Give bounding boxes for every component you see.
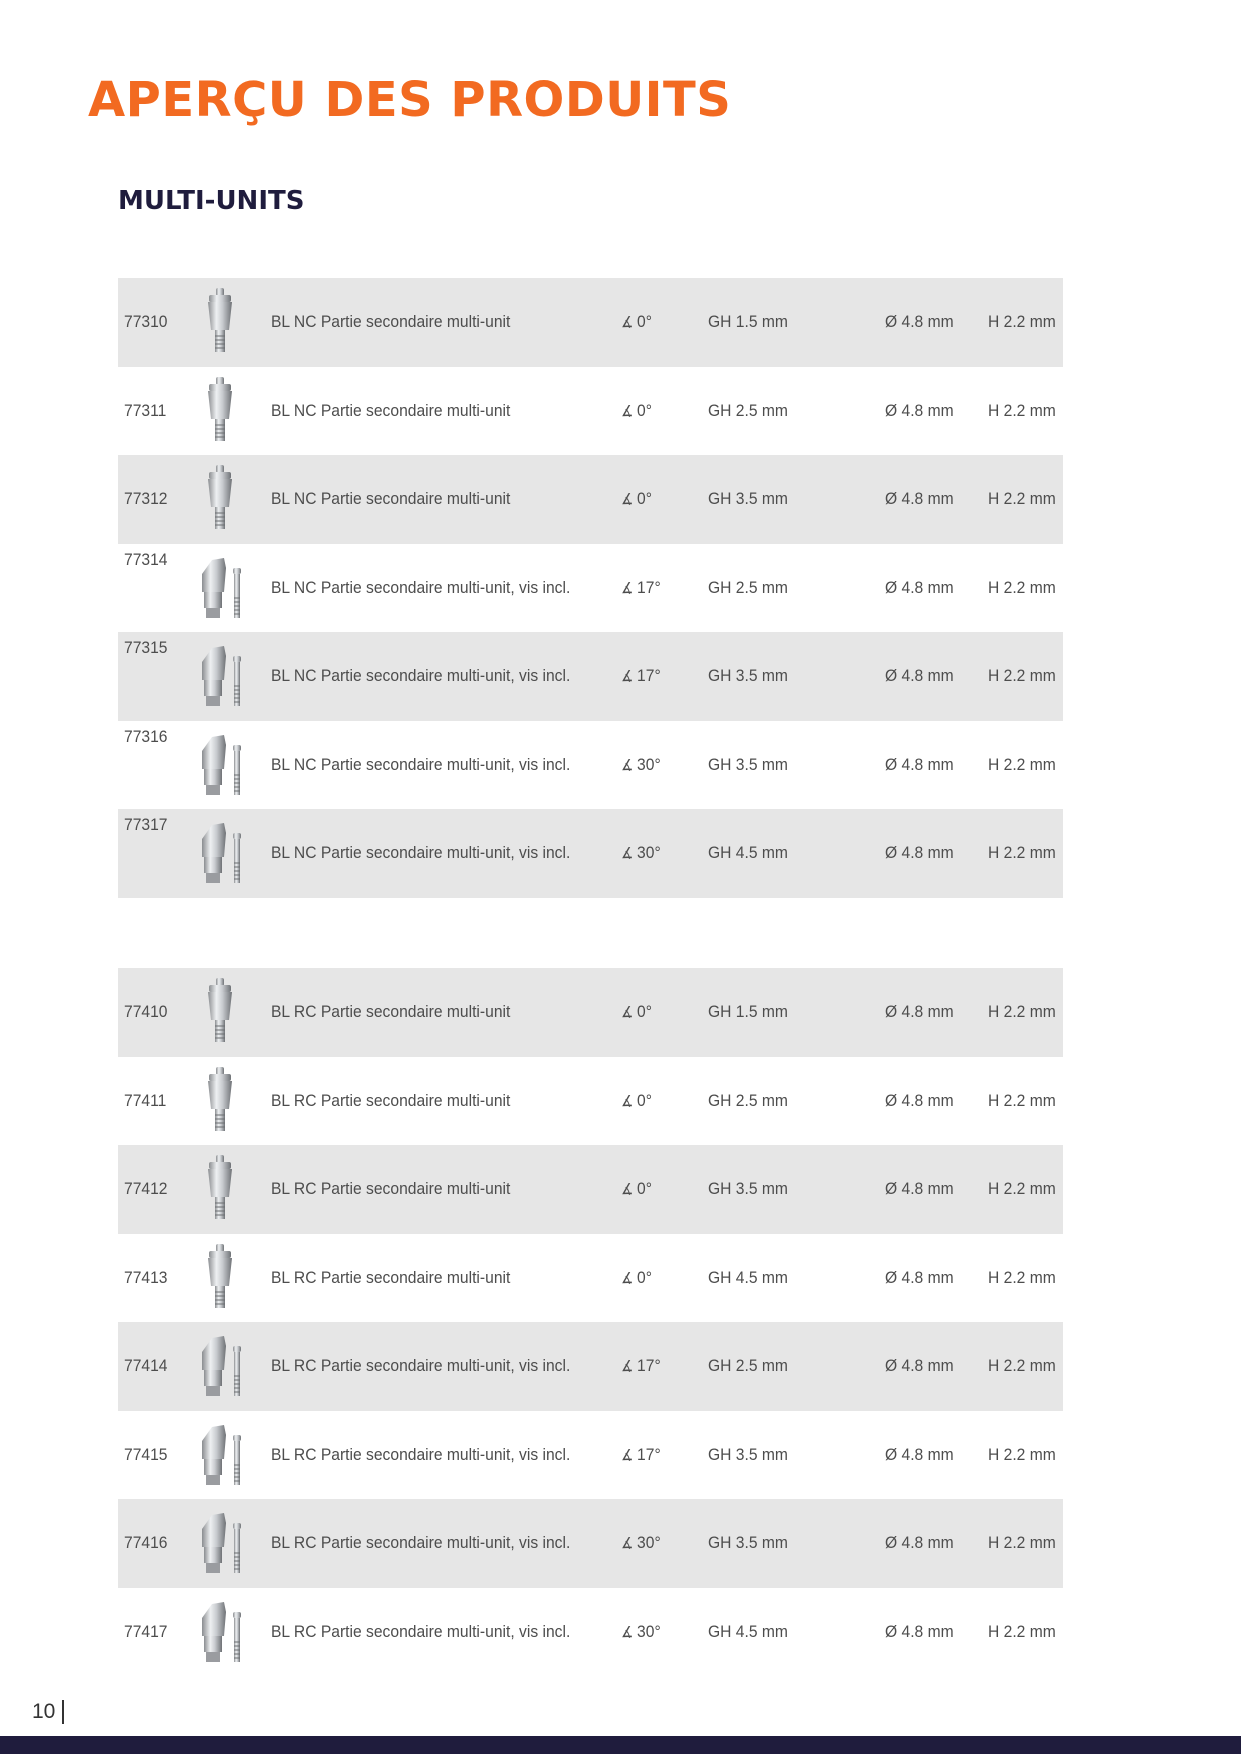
- product-description: BL NC Partie secondaire multi-unit: [271, 400, 511, 420]
- straight-abutment-icon: [180, 455, 260, 544]
- product-code: 77317: [124, 815, 168, 834]
- diameter: Ø 4.8 mm: [885, 1267, 954, 1287]
- diameter: Ø 4.8 mm: [885, 577, 954, 597]
- straight-abutment-icon: [180, 968, 260, 1057]
- straight-abutment-icon: [180, 1145, 260, 1234]
- angle-icon: ∡: [621, 1092, 634, 1110]
- height: H 2.2 mm: [988, 1267, 1056, 1287]
- table-row: [118, 367, 1063, 456]
- angle-icon: ∡: [621, 1358, 634, 1376]
- angle-icon: ∡: [621, 1535, 634, 1553]
- gingival-height: GH 3.5 mm: [708, 1444, 788, 1464]
- angle-value: [621, 455, 652, 544]
- gingival-height: GH 1.5 mm: [708, 1002, 788, 1022]
- angle-text: 0°: [637, 1090, 653, 1110]
- gingival-height: GH 2.5 mm: [708, 1356, 788, 1376]
- product-description: BL RC Partie secondaire multi-unit: [271, 1267, 511, 1287]
- page-number-divider: [62, 1700, 64, 1724]
- height: H 2.2 mm: [988, 577, 1056, 597]
- height: H 2.2 mm: [988, 1533, 1056, 1553]
- product-code: 77411: [124, 1090, 167, 1110]
- product-code: 77415: [124, 1444, 168, 1464]
- diameter: Ø 4.8 mm: [885, 754, 954, 774]
- product-code: 77416: [124, 1533, 168, 1553]
- table-row: [118, 809, 1063, 898]
- angle-value: [621, 632, 661, 721]
- angle-text: 30°: [637, 1621, 661, 1641]
- table-row: [118, 1057, 1063, 1146]
- angle-value: [621, 809, 661, 898]
- product-code: 77417: [124, 1621, 168, 1641]
- product-description: BL RC Partie secondaire multi-unit: [271, 1090, 511, 1110]
- angle-icon: ∡: [621, 1446, 634, 1464]
- angle-icon: ∡: [621, 845, 634, 863]
- angle-text: 0°: [637, 1179, 653, 1199]
- table-row: [118, 1588, 1063, 1677]
- section-title: MULTI-UNITS: [118, 186, 305, 216]
- product-description: BL NC Partie secondaire multi-unit: [271, 489, 511, 509]
- table-row: [118, 1234, 1063, 1323]
- angle-value: [621, 1499, 661, 1588]
- angled-abutment-with-screw-icon: [180, 1499, 260, 1588]
- angled-abutment-with-screw-icon: [180, 632, 260, 721]
- product-description: BL RC Partie secondaire multi-unit: [271, 1002, 511, 1022]
- gingival-height: GH 2.5 mm: [708, 400, 788, 420]
- angle-icon: ∡: [621, 1269, 634, 1287]
- product-description: BL NC Partie secondaire multi-unit, vis incl.: [271, 577, 571, 597]
- table-row: [118, 1411, 1063, 1500]
- angle-value: [621, 1588, 661, 1677]
- straight-abutment-icon: [180, 367, 260, 456]
- diameter: Ø 4.8 mm: [885, 1179, 954, 1199]
- product-code: 77410: [124, 1002, 168, 1022]
- table-row: [118, 968, 1063, 1057]
- height: H 2.2 mm: [988, 754, 1056, 774]
- gingival-height: GH 2.5 mm: [708, 577, 788, 597]
- height: H 2.2 mm: [988, 489, 1056, 509]
- gingival-height: GH 1.5 mm: [708, 312, 788, 332]
- angle-text: 0°: [637, 400, 653, 420]
- product-description: BL NC Partie secondaire multi-unit: [271, 312, 511, 332]
- height: H 2.2 mm: [988, 1356, 1056, 1376]
- table-row: [118, 544, 1063, 633]
- diameter: Ø 4.8 mm: [885, 1621, 954, 1641]
- product-description: BL RC Partie secondaire multi-unit, vis incl.: [271, 1533, 571, 1553]
- angle-value: [621, 1057, 652, 1146]
- product-description: BL RC Partie secondaire multi-unit, vis incl.: [271, 1621, 571, 1641]
- angle-icon: ∡: [621, 756, 634, 774]
- angle-icon: ∡: [621, 402, 634, 420]
- angle-text: 17°: [637, 1444, 661, 1464]
- product-code: 77413: [124, 1267, 168, 1287]
- gingival-height: GH 3.5 mm: [708, 489, 788, 509]
- angle-value: [621, 1145, 652, 1234]
- product-table-nc: [118, 278, 1063, 898]
- straight-abutment-icon: [180, 278, 260, 367]
- angle-text: 17°: [637, 1356, 661, 1376]
- diameter: Ø 4.8 mm: [885, 489, 954, 509]
- table-row: [118, 1322, 1063, 1411]
- gingival-height: GH 2.5 mm: [708, 1090, 788, 1110]
- diameter: Ø 4.8 mm: [885, 1090, 954, 1110]
- angle-text: 0°: [637, 312, 653, 332]
- product-code: 77311: [124, 400, 167, 420]
- product-code: 77315: [124, 638, 168, 657]
- height: H 2.2 mm: [988, 666, 1056, 686]
- straight-abutment-icon: [180, 1057, 260, 1146]
- table-row: [118, 632, 1063, 721]
- gingival-height: GH 3.5 mm: [708, 1533, 788, 1553]
- gingival-height: GH 4.5 mm: [708, 843, 788, 863]
- product-code: 77312: [124, 489, 168, 509]
- angle-text: 30°: [637, 1533, 661, 1553]
- product-description: BL RC Partie secondaire multi-unit, vis incl.: [271, 1356, 571, 1376]
- height: H 2.2 mm: [988, 843, 1056, 863]
- page-title: APERÇU DES PRODUITS: [88, 72, 732, 128]
- gingival-height: GH 4.5 mm: [708, 1267, 788, 1287]
- product-code: 77412: [124, 1179, 168, 1199]
- angle-icon: ∡: [621, 668, 634, 686]
- angle-text: 30°: [637, 754, 661, 774]
- product-description: BL NC Partie secondaire multi-unit, vis incl.: [271, 843, 571, 863]
- diameter: Ø 4.8 mm: [885, 666, 954, 686]
- height: H 2.2 mm: [988, 1002, 1056, 1022]
- gingival-height: GH 3.5 mm: [708, 666, 788, 686]
- angle-icon: ∡: [621, 314, 634, 332]
- table-row: [118, 278, 1063, 367]
- height: H 2.2 mm: [988, 1090, 1056, 1110]
- table-row: [118, 455, 1063, 544]
- angle-icon: ∡: [621, 1623, 634, 1641]
- angle-icon: ∡: [621, 1004, 634, 1022]
- angled-abutment-with-screw-icon: [180, 809, 260, 898]
- product-table-rc: [118, 968, 1063, 1676]
- angle-icon: ∡: [621, 579, 634, 597]
- product-description: BL RC Partie secondaire multi-unit, vis incl.: [271, 1444, 571, 1464]
- page-number: 10: [32, 1700, 56, 1723]
- angle-value: [621, 1322, 661, 1411]
- diameter: Ø 4.8 mm: [885, 1356, 954, 1376]
- angle-text: 17°: [637, 666, 661, 686]
- straight-abutment-icon: [180, 1234, 260, 1323]
- footer-bar: [0, 1736, 1241, 1754]
- angle-text: 17°: [637, 577, 661, 597]
- angled-abutment-with-screw-icon: [180, 1411, 260, 1500]
- diameter: Ø 4.8 mm: [885, 1533, 954, 1553]
- angle-value: [621, 968, 652, 1057]
- angle-text: 0°: [637, 1002, 653, 1022]
- angle-value: [621, 1411, 661, 1500]
- angle-value: [621, 1234, 652, 1323]
- angle-icon: ∡: [621, 1181, 634, 1199]
- product-code: 77310: [124, 312, 168, 332]
- angle-value: [621, 278, 652, 367]
- table-row: [118, 1145, 1063, 1234]
- gingival-height: GH 3.5 mm: [708, 754, 788, 774]
- height: H 2.2 mm: [988, 1621, 1056, 1641]
- angled-abutment-with-screw-icon: [180, 721, 260, 810]
- product-code: 77414: [124, 1356, 168, 1376]
- angle-text: 30°: [637, 843, 661, 863]
- diameter: Ø 4.8 mm: [885, 400, 954, 420]
- gingival-height: GH 3.5 mm: [708, 1179, 788, 1199]
- product-code: 77316: [124, 726, 168, 746]
- angled-abutment-with-screw-icon: [180, 1322, 260, 1411]
- angled-abutment-with-screw-icon: [180, 1588, 260, 1677]
- diameter: Ø 4.8 mm: [885, 843, 954, 863]
- product-code: 77314: [124, 549, 168, 569]
- height: H 2.2 mm: [988, 1444, 1056, 1464]
- angle-text: 0°: [637, 1267, 653, 1287]
- angle-text: 0°: [637, 489, 653, 509]
- table-row: [118, 721, 1063, 810]
- product-description: BL NC Partie secondaire multi-unit, vis incl.: [271, 666, 571, 686]
- product-description: BL NC Partie secondaire multi-unit, vis incl.: [271, 754, 571, 774]
- angle-value: [621, 721, 661, 810]
- angle-value: [621, 544, 661, 633]
- angle-icon: ∡: [621, 491, 634, 509]
- angled-abutment-with-screw-icon: [180, 544, 260, 633]
- angle-value: [621, 367, 652, 456]
- diameter: Ø 4.8 mm: [885, 1002, 954, 1022]
- gingival-height: GH 4.5 mm: [708, 1621, 788, 1641]
- height: H 2.2 mm: [988, 312, 1056, 332]
- height: H 2.2 mm: [988, 400, 1056, 420]
- product-description: BL RC Partie secondaire multi-unit: [271, 1179, 511, 1199]
- diameter: Ø 4.8 mm: [885, 1444, 954, 1464]
- table-row: [118, 1499, 1063, 1588]
- diameter: Ø 4.8 mm: [885, 312, 954, 332]
- height: H 2.2 mm: [988, 1179, 1056, 1199]
